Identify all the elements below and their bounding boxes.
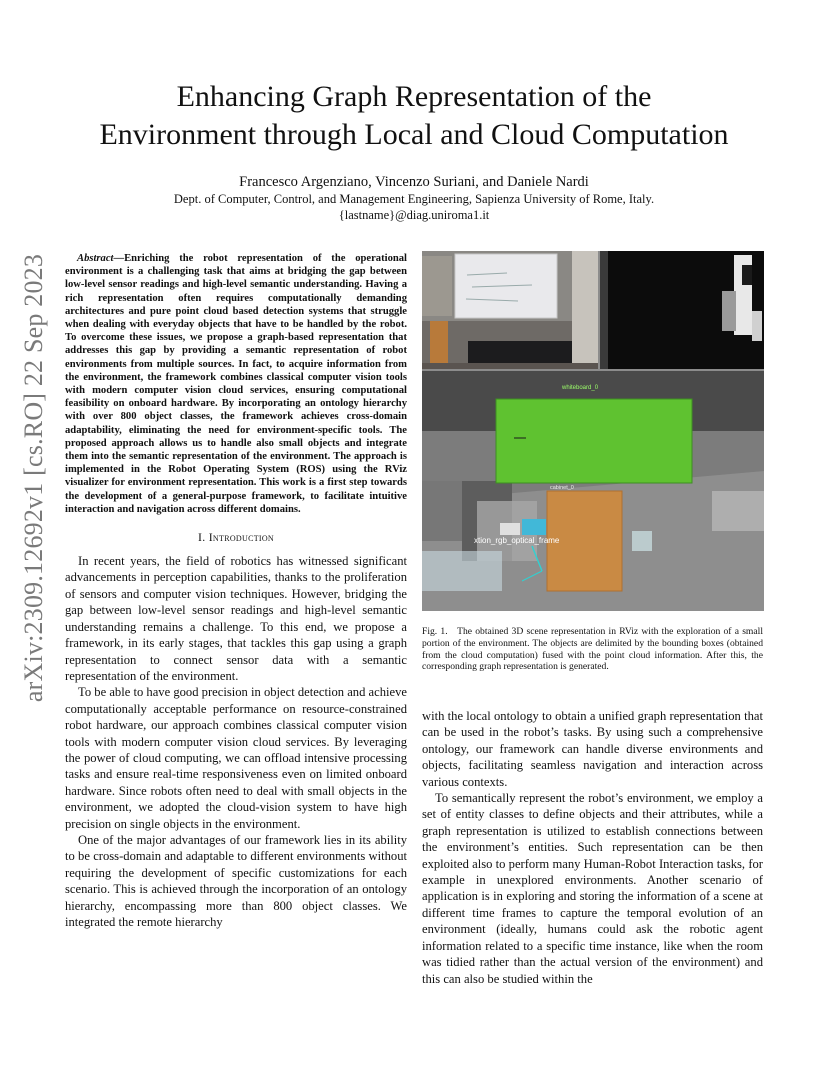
right-column (422, 708, 763, 987)
intro-paragraph-1: In recent years, the field of robotics has witnessed significant advancements in perception capabilities, thanks to the proliferation of sensors and computer vision techniques. However, bridging the gap between low-level sensor readings and high-level semantic understanding remains a challenge. To this end, we propose a framework, in its early stages, that tackles this gap using a graph representation to connect sensor data with a semantic representation of the environment. (65, 554, 407, 683)
caption-label: Fig. 1. (422, 626, 448, 637)
caption-text: The obtained 3D scene representation in RViz with the exploration of a small portion of the environment. The objects are delimited by the bounding boxes (obtained from the cloud computation) fused with the point cloud information. After this, the corresponding graph representation is generated. (422, 626, 763, 673)
depth-camera-image (600, 251, 764, 369)
whiteboard-label: whiteboard_0 (562, 385, 599, 391)
affiliation: Dept. of Computer, Control, and Management Engineering, Sapienza University of Rome, Italy. (173, 192, 655, 206)
arxiv-identifier (12, 190, 56, 765)
rgb-camera-image (422, 251, 598, 369)
figure-caption (422, 626, 763, 673)
authors: Francesco Argenziano, Vincenzo Suriani, and Daniele Nardi (239, 174, 589, 190)
intro-paragraph-2: To be able to have good precision in object detection and achieve computationally acceptable performance on resource-constrained robot hardware, our approach combines classical computer vision tools with modern computer vision cloud services. By leveraging the power of cloud computing, we can offload intensive processing tasks and ensure real-time responsiveness even on limited onboard hardware. Since robots often need to deal with small objects in the environment, we adopted the cloud-vision system to have high precision on single objects in the environment. (65, 685, 407, 831)
title-line-1: Enhancing Graph Representation of the (176, 80, 652, 113)
email: {lastname}@diag.uniroma1.it (338, 208, 490, 222)
figure-1-rviz-scene (422, 251, 764, 611)
section-number: I. (197, 530, 209, 545)
figure-1 (422, 251, 764, 611)
abstract (65, 252, 407, 516)
intro-paragraph-3: One of the major advantages of our framework lies in its ability to be cross-domain and adaptable to different environments without requiring the development of specific customizations for each scenario. This is achieved through the incorporation of an ontology hierarchy, encompassing more than 800 object classes. We integrated the remote hierarchy (65, 832, 407, 929)
cabinet-label: cabinet_0 (550, 485, 574, 491)
right-paragraph-1: with the local ontology to obtain a unified graph representation that can be used in the robot’s tasks. By using such a comprehensive ontology, our framework can handle diverse environments and objects, facilitating seamless navigation and interaction across various contexts. (422, 709, 763, 789)
left-column (65, 252, 407, 930)
arxiv-identifier-text: arXiv:2309.12692v1 [cs.RO] 22 Sep 2023 (19, 253, 48, 702)
rviz-3d-view (422, 371, 764, 611)
abstract-text: —Enriching the robot representation of the operational environment is a challenging task that aims at bridging the gap between low-level sensor readings and high-level semantic understanding. Having a rich representation often requires computationally demanding architectures and pure point cloud based detection systems that struggle when dealing with everyday objects that have to be handled by the robot. To overcome these issues, we propose a graph-based representation that addresses this gap by providing a semantic representation of robot environments from multiple sources. In fact, to acquire information from the environment, the framework combines classical computer vision tools with modern computer vision cloud services, ensuring computational feasibility on onboard hardware. By incorporating an ontology hierarchy with over 800 object classes, the framework achieves cross-domain adaptability, eliminating the need for environment-specific tools. The proposed approach allows us to handle also small objects and integrate them into the semantic representation of the environment. The approach is implemented in the Robot Operating System (ROS) using the RViz visualizer for environment representation. This work is a first step towards the development of a general-purpose framework, to facilitate intuitive interaction and navigation across different domains. (65, 253, 407, 515)
paper-title (60, 78, 768, 154)
section-title-text: Introduction (208, 530, 275, 545)
section-heading-introduction (65, 530, 407, 545)
abstract-label: Abstract (77, 253, 114, 264)
optical-frame-label: xtion_rgb_optical_frame (474, 536, 560, 545)
right-paragraph-2: To semantically represent the robot’s environment, we employ a set of entity classes to define objects and their attributes, while a graph representation is utilized to establish connections between the environment’s entities. Such representation can be then exploited also to perform many Human-Robot Interaction tasks, for example in unexplored environments. Another scenario of application is in exploring and storing the information of a scene at different time frames to capture the temporal evolution of an environment (ideally, humans could ask the robotic agent information related to a specific time instance, like when the room was tidied rather than the actual version of the environment) and this can also be studied within the (422, 791, 763, 986)
title-line-2: Environment through Local and Cloud Computation (99, 118, 729, 151)
